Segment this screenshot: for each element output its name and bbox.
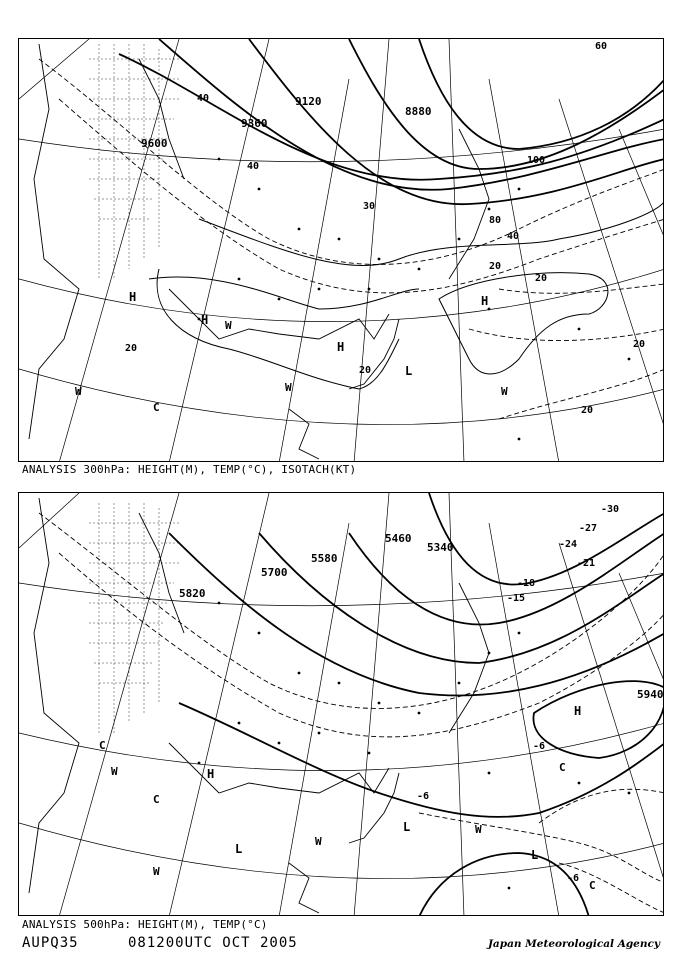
- high-marker: H: [129, 290, 137, 304]
- warm-marker: W: [75, 385, 82, 398]
- warm-marker: W: [225, 319, 232, 332]
- isotach-label: 20: [125, 343, 138, 354]
- isotherm-label: 30: [363, 201, 376, 212]
- isotherm-label: -21: [577, 558, 596, 569]
- isotherm-label: -24: [559, 539, 578, 550]
- isotachs: [149, 199, 664, 389]
- contour-label: 5700: [261, 566, 288, 579]
- isotherm-label: -6: [417, 791, 430, 802]
- warm-marker: W: [501, 385, 508, 398]
- high-marker: H: [481, 294, 489, 308]
- low-marker: L: [405, 364, 413, 378]
- low-marker: L: [403, 820, 411, 834]
- warm-marker: W: [153, 865, 160, 878]
- panel-caption-300hpa: ANALYSIS 300hPa: HEIGHT(M), TEMP(°C), ISOTACH(KT): [22, 463, 357, 476]
- contour-label: 5340: [427, 541, 454, 554]
- high-marker: H: [207, 767, 215, 781]
- cold-marker: C: [589, 879, 596, 892]
- isotach-label: 20: [633, 339, 646, 350]
- contour-label: 5820: [179, 587, 206, 600]
- isotach-label: 20: [581, 405, 594, 416]
- cold-marker: C: [153, 401, 160, 414]
- contour-label: 5940: [637, 688, 664, 701]
- high-marker: H: [337, 340, 345, 354]
- warm-marker: W: [475, 823, 482, 836]
- isotherm-label: -6: [567, 873, 580, 884]
- map-labels-300hpa: [75, 41, 645, 416]
- high-marker: H: [574, 704, 582, 718]
- contour-label: 9120: [295, 95, 322, 108]
- low-marker: L: [235, 842, 243, 856]
- graticule: [19, 39, 664, 462]
- isotach-label: 40: [247, 161, 260, 172]
- isotherms: [39, 59, 664, 419]
- valid-time: 081200UTC OCT 2005: [128, 935, 298, 951]
- isotach-label: 20: [489, 261, 502, 272]
- contour-label: 5460: [385, 532, 412, 545]
- isotherms: [39, 513, 664, 913]
- contour-label: 9600: [141, 137, 168, 150]
- isotach-label: 60: [595, 41, 608, 52]
- warm-marker: W: [315, 835, 322, 848]
- agency-credit: Japan Meteorological Agency: [487, 938, 660, 950]
- isotach-label: 20: [535, 273, 548, 284]
- panel-caption-500hpa: ANALYSIS 500hPa: HEIGHT(M), TEMP(°C): [22, 918, 268, 931]
- isotach-label: 20: [359, 365, 372, 376]
- analysis-map-300hpa: [18, 38, 664, 462]
- isotach-label: 40: [197, 93, 210, 104]
- contour-label: 5580: [311, 552, 338, 565]
- contour-label: 8880: [405, 105, 432, 118]
- warm-marker: W: [285, 381, 292, 394]
- isotherm-label: -27: [579, 523, 598, 534]
- station-plots: [198, 158, 631, 441]
- graticule: [19, 493, 664, 916]
- isotherm-label: -30: [601, 504, 620, 515]
- analysis-map-500hpa: [18, 492, 664, 916]
- cold-marker: C: [559, 761, 566, 774]
- contour-label: 9360: [241, 117, 268, 130]
- isotach-label: 40: [507, 231, 520, 242]
- warm-marker: W: [111, 765, 118, 778]
- high-marker: H: [201, 313, 209, 327]
- terrain-grid: [89, 503, 179, 733]
- cold-marker: C: [99, 739, 106, 752]
- station-plots: [198, 602, 631, 890]
- isotach-label: 80: [489, 215, 502, 226]
- terrain-grid: [89, 44, 179, 279]
- height-contours: [119, 39, 664, 204]
- cold-marker: C: [153, 793, 160, 806]
- map-500hpa-svg: [19, 493, 664, 916]
- height-contours: [169, 493, 664, 916]
- low-marker: L: [531, 848, 539, 862]
- map-labels-500hpa: [99, 504, 664, 892]
- map-300hpa-svg: [19, 39, 664, 462]
- chart-code: AUPQ35: [22, 935, 79, 951]
- isotherm-label: -15: [507, 593, 526, 604]
- isotach-label: 100: [527, 155, 546, 166]
- isotherm-label: -6: [533, 741, 546, 752]
- isotherm-label: -18: [517, 578, 536, 589]
